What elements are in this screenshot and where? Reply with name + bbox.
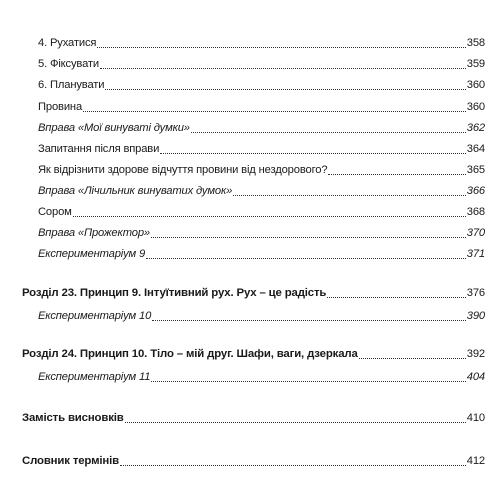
dot-leader — [151, 380, 465, 382]
toc-entry-page: 390 — [466, 310, 485, 322]
dot-leader — [125, 421, 466, 423]
toc-entry-title: 5. Фіксувати — [38, 58, 100, 70]
toc-entry-title: Сором — [38, 206, 72, 218]
toc-entry-page: 362 — [466, 122, 485, 134]
toc-entry-page: 368 — [466, 206, 485, 218]
toc-entry-page: 412 — [466, 455, 485, 467]
toc-entry-title: Словник термінів — [22, 455, 119, 467]
toc-entry-page: 370 — [466, 227, 485, 239]
toc-entry-page: 365 — [466, 164, 485, 176]
toc-entry-page: 376 — [466, 287, 485, 299]
toc-entry-page: 371 — [466, 248, 485, 260]
toc-entry-title: Експериментаріум 10 — [38, 310, 152, 322]
dot-leader — [100, 67, 466, 69]
toc-entry-page: 410 — [466, 412, 485, 424]
toc-entry — [0, 157, 500, 177]
dot-leader — [146, 257, 466, 259]
toc-entry-title: Експериментаріум 9 — [38, 248, 146, 260]
toc-entry-page: 366 — [466, 185, 485, 197]
toc-entry-title: Замість висновків — [22, 412, 124, 424]
dot-leader — [160, 152, 466, 154]
toc-entry — [0, 94, 500, 114]
toc-entry-page: 360 — [466, 101, 485, 113]
toc-entry — [0, 178, 500, 198]
toc-entry-title: Вправа «Мої винуваті думки» — [38, 122, 190, 134]
toc-entry — [0, 136, 500, 156]
dot-leader — [328, 173, 465, 175]
toc-entry-page: 404 — [466, 371, 485, 383]
toc-entry-title: Вправа «Лічильник винуватих думок» — [38, 185, 233, 197]
dot-leader — [327, 296, 466, 298]
toc-entry-title: 6. Планувати — [38, 79, 105, 91]
toc-entry-title: Розділ 24. Принцип 10. Тіло – мій друг. Шафи, ваги, дзеркала — [22, 348, 358, 360]
toc-entry-page: 358 — [466, 37, 485, 49]
dot-leader — [120, 464, 466, 466]
toc-chapter-entry — [0, 405, 500, 425]
dot-leader — [73, 215, 466, 217]
toc-entry — [0, 241, 500, 261]
toc-chapter-entry — [0, 448, 500, 468]
dot-leader — [83, 110, 466, 112]
toc-entry-title: Провина — [38, 101, 83, 113]
dot-leader — [191, 131, 466, 133]
toc-entry-title: Вправа «Прожектор» — [38, 227, 150, 239]
toc-entry-title: Як відрізнити здорове відчуття провини від нездорового? — [38, 164, 328, 176]
toc-entry — [0, 199, 500, 219]
toc-entry — [0, 364, 500, 384]
dot-leader — [97, 46, 465, 48]
toc-entry-page: 392 — [466, 348, 485, 360]
toc-entry — [0, 72, 500, 92]
toc-entry — [0, 303, 500, 323]
dot-leader — [105, 88, 465, 90]
toc-chapter-entry — [0, 341, 500, 361]
toc-entry — [0, 30, 500, 50]
toc-entry — [0, 115, 500, 135]
toc-entry-title: 4. Рухатися — [38, 37, 97, 49]
toc-entry-page: 360 — [466, 79, 485, 91]
toc-chapter-entry — [0, 280, 500, 300]
dot-leader — [359, 357, 466, 359]
dot-leader — [233, 194, 466, 196]
dot-leader — [151, 236, 466, 238]
toc-entry-page: 359 — [466, 58, 485, 70]
toc-entry — [0, 220, 500, 240]
toc-entry-page: 364 — [466, 143, 485, 155]
toc-entry-title: Експериментаріум 11 — [38, 371, 151, 383]
toc-entry-title: Запитання після вправи — [38, 143, 160, 155]
dot-leader — [152, 319, 466, 321]
toc-entry-title: Розділ 23. Принцип 9. Інтуїтивний рух. Рух – це радість — [22, 287, 327, 299]
toc-entry — [0, 51, 500, 71]
